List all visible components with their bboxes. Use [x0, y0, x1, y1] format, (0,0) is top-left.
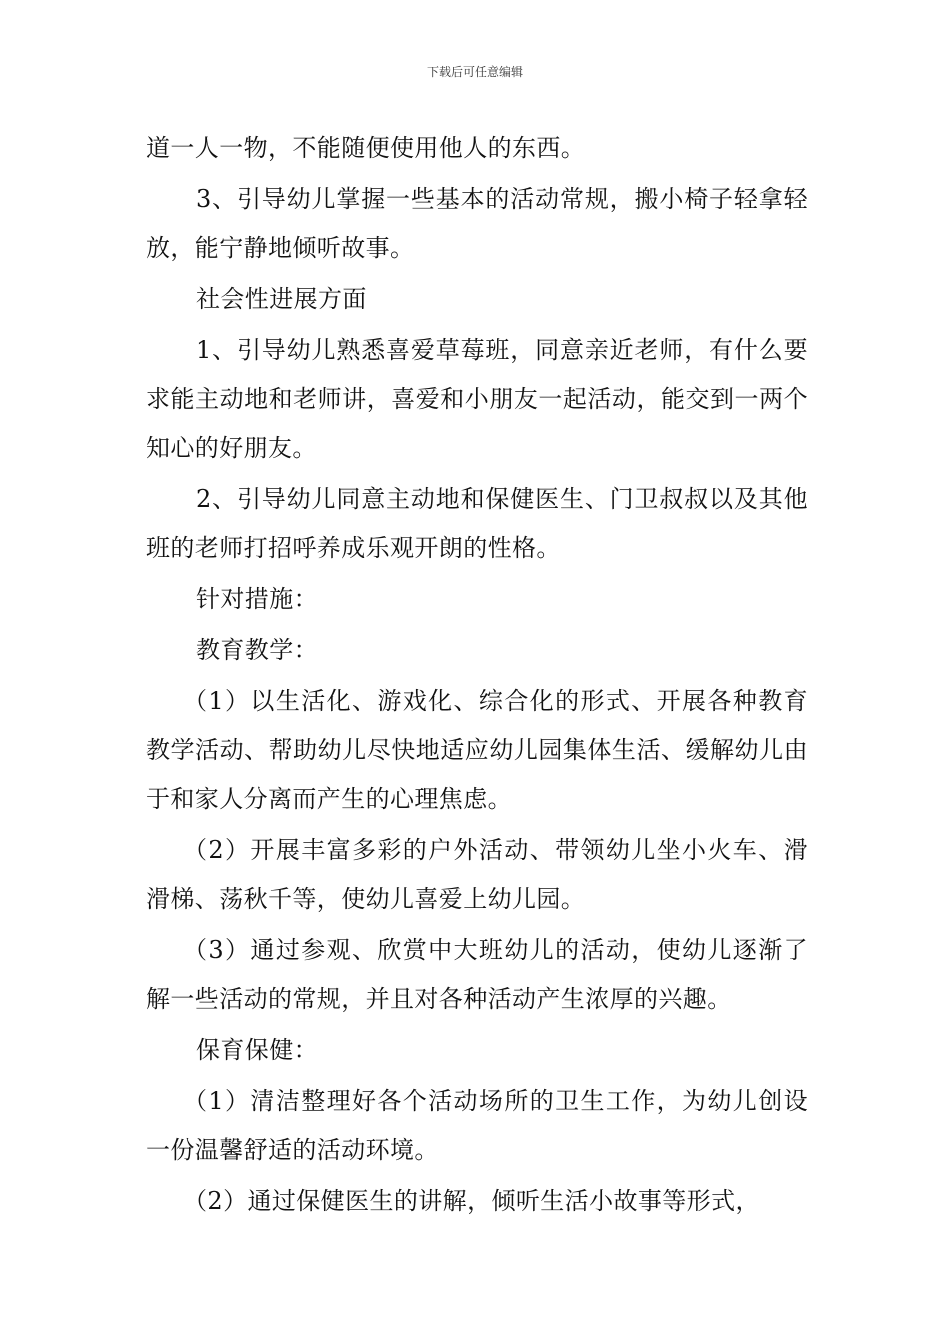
paragraph-5: 2、引导幼儿同意主动地和保健医生、门卫叔叔以及其他班的老师打招呼养成乐观开朗的性格。 — [146, 485, 808, 562]
page-header-note: 下载后可任意编辑 — [426, 65, 523, 79]
paragraph-7-heading: 教育教学： — [196, 636, 318, 664]
paragraph-8: （1）以生活化、游戏化、综合化的形式、开展各种教育教学活动、帮助幼儿尽快地适应幼儿园集体生活、缓解幼儿由于和家人分离而产生的心理焦虑。 — [146, 687, 808, 813]
document-body — [146, 124, 808, 1228]
paragraph-9: （2）开展丰富多彩的户外活动、带领幼儿坐小火车、滑滑梯、荡秋千等，使幼儿喜爱上幼儿园。 — [146, 836, 808, 913]
paragraph-11-heading: 保育保健： — [196, 1036, 318, 1064]
paragraph-6-heading: 针对措施： — [196, 585, 318, 613]
paragraph-1: 道一人一物，不能随便使用他人的东西。 — [146, 134, 586, 162]
paragraph-4: 1、引导幼儿熟悉喜爱草莓班，同意亲近老师，有什么要求能主动地和老师讲，喜爱和小朋友一起活动，能交到一两个知心的好朋友。 — [146, 336, 808, 462]
paragraph-13: （2）通过保健医生的讲解，倾听生活小故事等形式， — [183, 1187, 760, 1215]
paragraph-2: 3、引导幼儿掌握一些基本的活动常规，搬小椅子轻拿轻放，能宁静地倾听故事。 — [146, 185, 808, 262]
paragraph-10: （3）通过参观、欣赏中大班幼儿的活动，使幼儿逐渐了解一些活动的常规，并且对各种活动产生浓厚的兴趣。 — [146, 936, 808, 1013]
paragraph-3-heading: 社会性进展方面 — [196, 285, 367, 313]
paragraph-12: （1）清洁整理好各个活动场所的卫生工作，为幼儿创设一份温馨舒适的活动环境。 — [146, 1087, 808, 1164]
